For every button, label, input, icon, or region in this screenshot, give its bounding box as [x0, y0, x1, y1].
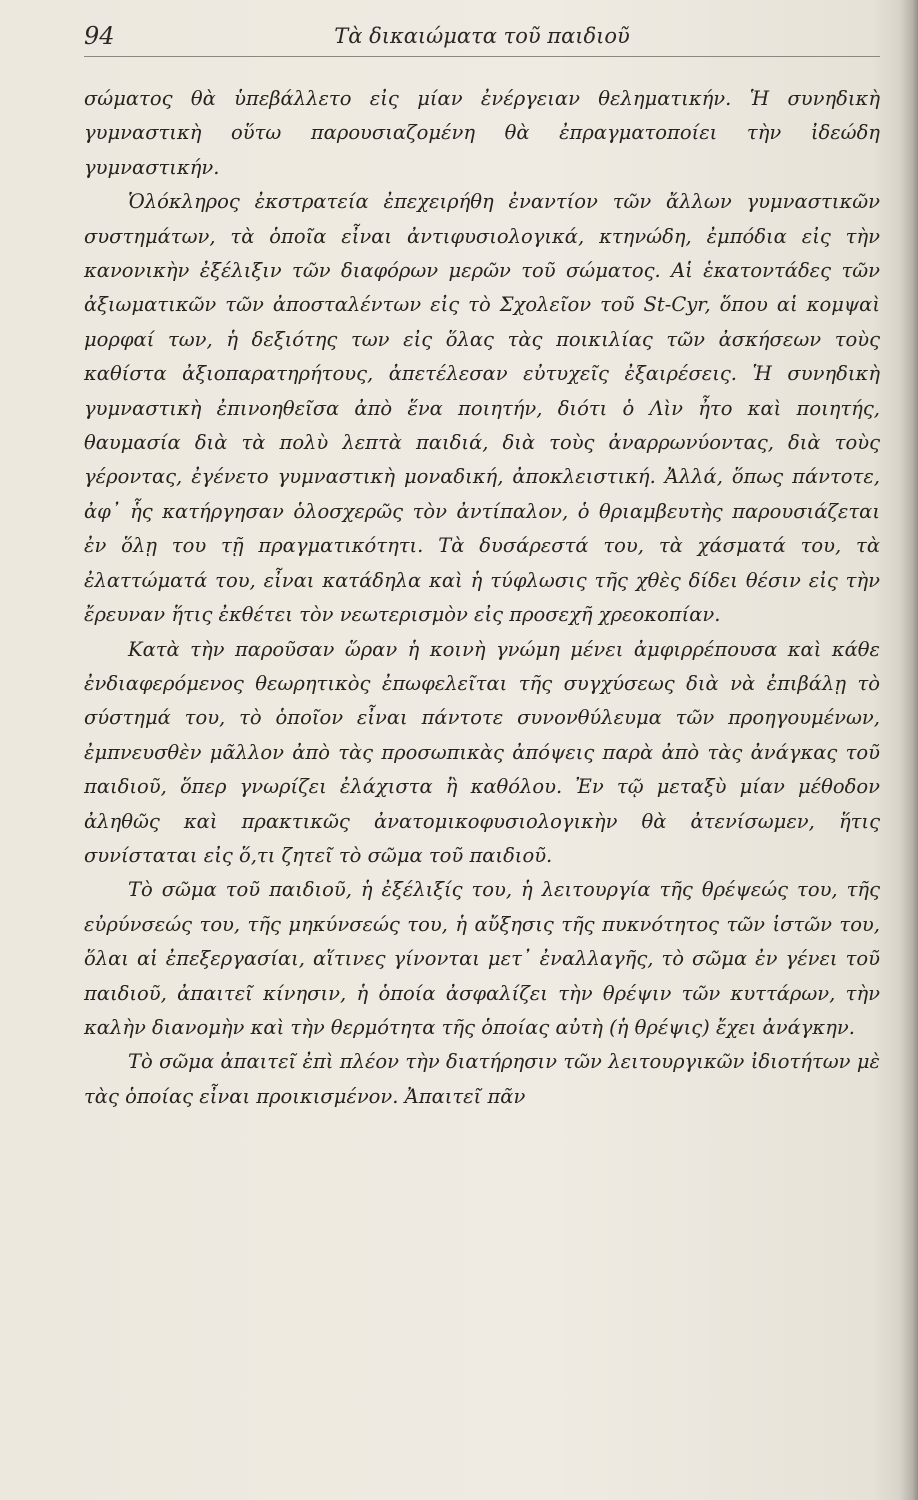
paragraph-continuation: σώματος θὰ ὑπεβάλλετο εἰς μίαν ἐνέργειαν θεληματικήν. Ἡ συνηδικὴ γυμναστικὴ οὕτω παρουσιαζομένη θὰ ἐπραγματοποίει τὴν ἰδεώδη γυμναστικήν. [84, 87, 880, 179]
page-number: 94 [84, 22, 115, 50]
page-edge-shadow [900, 0, 918, 1500]
paragraph: Ὁλόκληρος ἐκστρατεία ἐπεχειρήθη ἐναντίον τῶν ἄλλων γυμναστικῶν συστημάτων, τὰ ὁποῖα εἶναι ἀντιφυσιολογικά, κτηνώδη, ἐμπόδια εἰς τὴν κανονικὴν ἐξέλιξιν τῶν διαφόρων μερῶν τοῦ σώματος. Αἱ ἑκατοντάδες τῶν ἀξιωματικῶν τῶν ἀποσταλέντων εἰς τὸ Σχολεῖον τοῦ St-Cyr, ὅπου αἱ κομψαὶ μορφαί των, ἡ δεξιότης των εἰς ὅλας τὰς ποικιλίας τῶν ἀσκήσεων τοὺς καθίστα ἀξιοπαρατηρήτους, ἀπετέλεσαν εὐτυχεῖς ἐξαιρέσεις. Ἡ συνηδικὴ γυμναστικὴ ἐπινοηθεῖσα ἀπὸ ἕνα ποιητήν, διότι ὁ Λὶν ἦτο καὶ ποιητής, θαυμασία διὰ τὰ πολὺ λεπτὰ παιδιά, διὰ τοὺς ἀναρρωνύοντας, διὰ τοὺς γέροντας, ἐγένετο γυμναστικὴ μοναδική, ἀποκλειστική. Ἀλλά, ὅπως πάντοτε, ἀφ᾽ ἧς κατήργησαν ὁλοσχερῶς τὸν ἀντίπαλον, ὁ θριαμβευτὴς παρουσιάζεται ἐν ὅλῃ του τῇ πραγματικότητι. Τὰ δυσάρεστά του, τὰ χάσματά του, τὰ ἐλαττώματά του, εἶναι κατάδηλα καὶ ἡ τύφλωσις τῆς χθὲς δίδει θέσιν εἰς τὴν ἔρευναν ἥτις ἐκθέτει τὸν νεωτερισμὸν εἰς προσεχῆ χρεοκοπίαν. [84, 190, 880, 627]
page-header [84, 20, 880, 57]
paragraph: Τὸ σῶμα τοῦ παιδιοῦ, ἡ ἐξέλιξίς του, ἡ λειτουργία τῆς θρέψεώς του, τῆς εὐρύνσεώς του, τῆς μηκύνσεώς του, ἡ αὔξησις τῆς πυκνότητος τῶν ἱστῶν του, ὅλαι αἱ ἐπεξεργασίαι, αἵτινες γίνονται μετ᾽ ἐναλλαγῆς, τὸ σῶμα ἐν γένει τοῦ παιδιοῦ, ἀπαιτεῖ κίνησιν, ἡ ὁποία ἀσφαλίζει τὴν θρέψιν τῶν κυττάρων, τὴν καλὴν διανομὴν καὶ τὴν θερμότητα τῆς ὁποίας αὐτὴ (ἡ θρέψις) ἔχει ἀνάγκην. [84, 878, 880, 1039]
paragraph: Κατὰ τὴν παροῦσαν ὥραν ἡ κοινὴ γνώμη μένει ἀμφιρρέπουσα καὶ κάθε ἐνδιαφερόμενος θεωρητικὸς ἐπωφελεῖται τῆς συγχύσεως διὰ νὰ ἐπιβάλῃ τὸ σύστημά του, τὸ ὁποῖον εἶναι πάντοτε συνονθύλευμα τῶν προηγουμένων, ἐμπνευσθὲν μᾶλλον ἀπὸ τὰς προσωπικὰς ἀπόψεις παρὰ ἀπὸ τὰς ἀνάγκας τοῦ παιδιοῦ, ὅπερ γνωρίζει ἐλάχιστα ἢ καθόλου. Ἐν τῷ μεταξὺ μίαν μέθοδον ἀληθῶς καὶ πρακτικῶς ἀνατομικοφυσιολογικὴν θὰ ἀτενίσωμεν, ἥτις συνίσταται εἰς ὅ,τι ζητεῖ τὸ σῶμα τοῦ παιδιοῦ. [84, 637, 880, 867]
body-text [84, 82, 880, 1114]
paragraph: Τὸ σῶμα ἀπαιτεῖ ἐπὶ πλέον τὴν διατήρησιν τῶν λειτουργικῶν ἰδιοτήτων μὲ τὰς ὁποίας εἶναι προικισμένον. Ἀπαιτεῖ πᾶν [84, 1050, 880, 1108]
running-head: Τὰ δικαιώματα τοῦ παιδιοῦ [334, 24, 630, 48]
